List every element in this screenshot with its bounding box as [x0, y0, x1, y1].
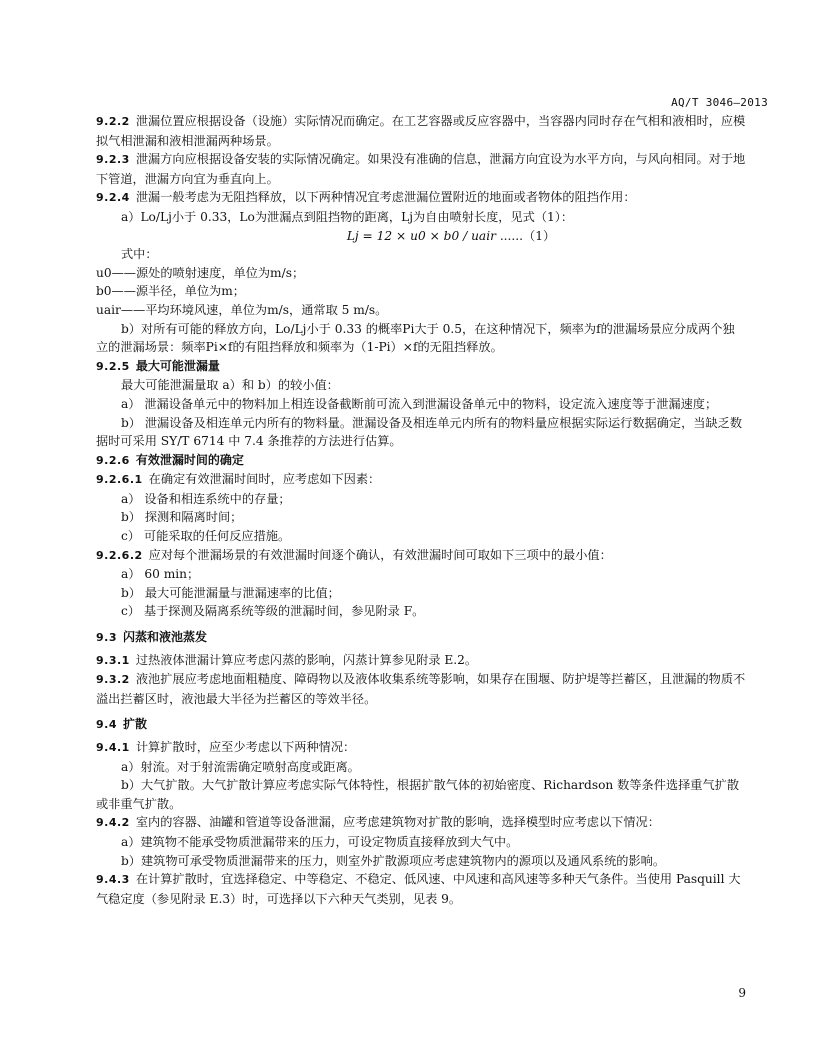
clause-text: 泄漏一般考虑为无阻挡释放，以下两种情况宜考虑泄漏位置附近的地面或者物体的阻挡作用：	[135, 190, 636, 205]
clause-9-4-2	[96, 813, 746, 833]
clause-number: 9.2.6	[96, 453, 130, 467]
clause-9-2-5-a: a） 泄漏设备单元中的物料加上相连设备截断前可流入到泄漏设备单元中的物料，设定流入速度等于泄漏速度；	[121, 396, 718, 411]
clause-title: 最大可能泄漏量	[135, 358, 220, 373]
clause-9-4-3	[96, 870, 746, 908]
list-item: b） 最大可能泄漏量与泄漏速率的比值；	[121, 585, 340, 600]
list-item: a） 设备和相连系统中的存量；	[121, 491, 291, 506]
clause-number: 9.2.5	[96, 359, 130, 373]
clause-text: 在计算扩散时，宜选择稳定、中等稳定、不稳定、低风速、中风速和高风速等多种天气条件。当使用 Pasquill 大气稳定度（参见附录 E.3）时，可选择以下六种天气类别，见表 9。	[96, 872, 741, 906]
clause-9-2-6-1	[96, 470, 746, 490]
standard-code-header: AQ/T 3046—2013	[671, 96, 768, 109]
clause-text: 应对每个泄漏场景的有效泄漏时间逐个确认，有效泄漏时间可取如下三项中的最小值：	[148, 547, 612, 562]
clause-9-4-1-a: a）射流。对于射流需确定喷射高度或距离。	[121, 759, 360, 774]
clause-number: 9.4.2	[96, 816, 130, 830]
clause-9-2-5	[96, 357, 746, 377]
variable-definition: uair——平均环境风速，单位为m/s，通常取 5 m/s。	[96, 302, 388, 317]
clause-9-4-1	[96, 738, 746, 758]
clause-text: 室内的容器、油罐和管道等设备泄漏，应考虑建筑物对扩散的影响，选择模型时应考虑以下情况：	[135, 815, 660, 830]
clause-title: 有效泄漏时间的确定	[135, 452, 244, 467]
clause-text: 泄漏方向应根据设备安装的实际情况确定。如果没有准确的信息，泄漏方向宜设为水平方向，与风向相同。对于地下管道，泄漏方向宜为垂直向上。	[96, 152, 746, 186]
variable-definition: b0——源半径，单位为m；	[96, 284, 245, 299]
section-title: 闪蒸和液池蒸发	[123, 630, 208, 645]
clause-text: 泄漏位置应根据设备（设施）实际情况而确定。在工艺容器或反应容器中，当容器内同时存在气相和液相时，应模拟气相泄漏和液相泄漏两种场景。	[96, 114, 746, 148]
formula-1	[96, 227, 746, 246]
clause-number: 9.4.1	[96, 741, 130, 754]
clause-number: 9.4.3	[96, 873, 130, 887]
page-content	[96, 112, 746, 908]
section-9-4-heading	[96, 715, 746, 735]
clause-9-2-2	[96, 112, 746, 150]
clause-number: 9.2.3	[96, 153, 130, 167]
clause-9-2-3	[96, 150, 746, 188]
formula-expression: Lj = 12 × u0 × b0 / uair	[346, 228, 496, 243]
clause-text: 过热液体泄漏计算应考虑闪蒸的影响，闪蒸计算参见附录 E.2。	[135, 652, 478, 667]
formula-number: ......（1）	[499, 228, 556, 243]
clause-9-3-1	[96, 651, 746, 671]
list-item: c） 基于探测及隔离系统等级的泄漏时间，参见附录 F。	[121, 604, 425, 619]
clause-9-2-6	[96, 451, 746, 471]
list-item: c） 可能采取的任何反应措施。	[121, 529, 291, 544]
clause-number: 9.2.6.2	[96, 548, 143, 562]
clause-number: 9.2.2	[96, 115, 130, 128]
clause-9-2-6-2	[96, 546, 746, 566]
clause-text: 液池扩展应考虑地面粗糙度、障碍物以及液体收集系统等影响，如果存在围堰、防护堤等拦蓄区，且泄漏的物质不溢出拦蓄区时，液池最大半径为拦蓄区的等效半径。	[96, 672, 746, 706]
clause-9-2-5-intro: 最大可能泄漏量取 a）和 b）的较小值：	[121, 378, 339, 393]
clause-9-2-5-b: b） 泄漏设备及相连单元内所有的物料量。泄漏设备及相连单元内所有的物料量应根据实际运行数据确定，当缺乏数据时可采用 SY/T 6714 中 7.4 条推荐的方法进行估算。	[96, 415, 743, 449]
clause-text: 在确定有效泄漏时间时，应考虑如下因素：	[148, 472, 381, 487]
list-item: b） 探测和隔离时间；	[121, 510, 243, 525]
clause-text: 计算扩散时，应至少考虑以下两种情况：	[135, 740, 356, 754]
clause-9-3-2	[96, 670, 746, 708]
clause-9-4-2-b: b）建筑物可承受物质泄漏带来的压力，则室外扩散源项应考虑建筑物内的源项以及通风系统的影响。	[121, 853, 666, 868]
clause-9-2-4	[96, 188, 746, 208]
clause-9-2-4-b: b）对所有可能的释放方向，Lo/Lj小于 0.33 的概率Pi大于 0.5，在这种情况下，频率为f的泄漏场景应分成两个独立的泄漏场景：频率Pi×f的有阻挡释放和频率为（1-Pi）×f的无阻挡释放。	[96, 321, 735, 355]
clause-number: 9.3.2	[96, 673, 130, 687]
page-number: 9	[738, 986, 746, 1000]
section-title: 扩散	[123, 717, 148, 732]
list-item: a） 60 min；	[121, 567, 200, 582]
clause-9-4-1-b: b）大气扩散。大气扩散计算应考虑实际气体特性，根据扩散气体的初始密度、Richardson 数等条件选择重气扩散或非重气扩散。	[96, 778, 740, 811]
clause-9-4-2-a: a）建筑物不能承受物质泄漏带来的压力，可设定物质直接释放到大气中。	[121, 834, 519, 849]
clause-number: 9.2.4	[96, 191, 130, 205]
clause-number: 9.3.1	[96, 653, 130, 667]
section-number: 9.4	[96, 718, 117, 732]
clause-9-2-4-a: a）Lo/Lj小于 0.33，Lo为泄漏点到阻挡物的距离，Lj为自由喷射长度，见式（1）：	[121, 209, 574, 224]
clause-number: 9.2.6.1	[96, 473, 143, 487]
section-9-3-heading	[96, 628, 746, 648]
variable-definition: u0——源处的喷射速度，单位为m/s；	[96, 265, 305, 280]
section-number: 9.3	[96, 631, 117, 645]
where-label: 式中：	[121, 247, 158, 262]
